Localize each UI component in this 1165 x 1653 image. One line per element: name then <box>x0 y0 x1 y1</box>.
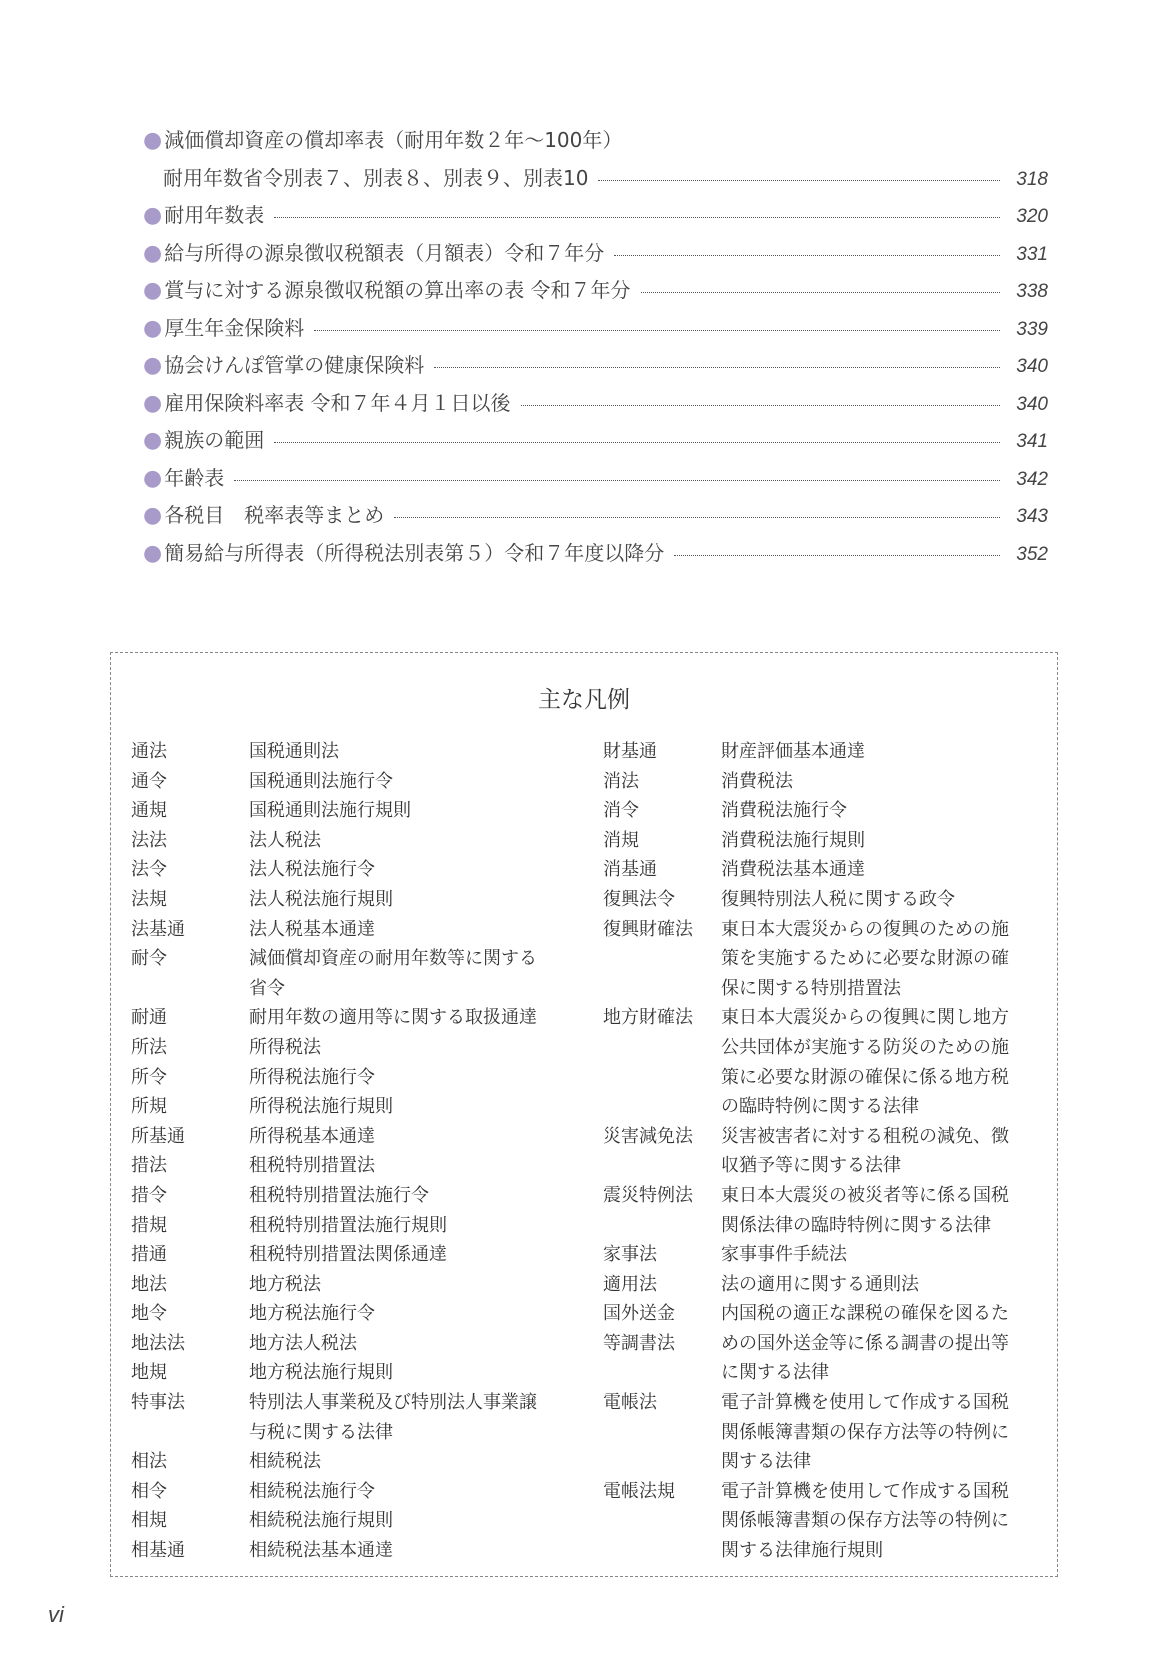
bullet-icon: ● <box>143 428 163 453</box>
toc-entry[interactable] <box>143 124 1048 162</box>
legend-abbreviation: 相規 <box>131 1510 167 1532</box>
legend-entry <box>603 1181 1043 1240</box>
bullet-icon: ● <box>143 390 163 416</box>
toc-title: 協会けんぽ管掌の健康保険料 <box>164 353 425 377</box>
legend-right-column <box>603 737 1043 1566</box>
legend-full-name: 相続税法基本通達 <box>249 1540 393 1562</box>
legend-full-name: 法人税法施行規則 <box>249 888 393 910</box>
legend-entry <box>131 1447 561 1477</box>
bullet-icon: ● <box>143 128 163 153</box>
toc-entry[interactable] <box>143 462 1048 500</box>
legend-abbreviation: 所基通 <box>131 1125 185 1147</box>
legend-full-name: 国税通則法施行規則 <box>249 800 411 822</box>
legend-entry <box>131 1299 561 1329</box>
toc-page-number: 340 <box>1016 393 1048 415</box>
legend-box <box>110 652 1058 1577</box>
legend-entry <box>131 1063 561 1093</box>
toc-entry[interactable] <box>143 199 1048 237</box>
legend-full-name: 家事事件手続法 <box>721 1244 847 1266</box>
legend-abbreviation: 法基通 <box>131 918 185 940</box>
legend-full-name: 相続税法施行規則 <box>249 1510 393 1532</box>
legend-entry <box>131 1329 561 1359</box>
legend-full-name: 地方税法施行規則 <box>249 1362 393 1384</box>
legend-full-name: 消費税法 <box>721 770 793 792</box>
legend-abbreviation: 消規 <box>603 829 639 851</box>
toc-entry[interactable] <box>143 537 1048 575</box>
dot-leader <box>274 217 1000 218</box>
legend-entry <box>603 1477 1043 1566</box>
legend-full-name: 租税特別措置法 <box>249 1155 375 1177</box>
toc-title: 簡易給与所得表（所得税法別表第５）令和７年度以降分 <box>164 540 665 565</box>
bullet-icon: ● <box>143 315 163 341</box>
legend-full-name: 耐用年数の適用等に関する取扱通達 <box>249 1007 537 1029</box>
table-of-contents <box>143 124 1048 574</box>
toc-title: 給与所得の源泉徴収税額表（月額表）令和７年分 <box>164 240 605 265</box>
legend-abbreviation: 地法 <box>131 1273 167 1295</box>
legend-entry <box>131 1033 561 1063</box>
legend-entry <box>603 1270 1043 1300</box>
legend-entry <box>603 1299 1043 1388</box>
legend-entry <box>131 1092 561 1122</box>
legend-abbreviation: 措法 <box>131 1155 167 1177</box>
legend-abbreviation: 災害減免法 <box>603 1125 693 1147</box>
legend-full-name: 地方税法 <box>249 1273 321 1295</box>
toc-page-number: 352 <box>1016 543 1048 565</box>
legend-full-name: 消費税法施行令 <box>721 800 847 822</box>
legend-abbreviation: 電帳法 <box>603 1392 657 1414</box>
toc-entry[interactable] <box>143 274 1048 312</box>
legend-entry <box>131 1270 561 1300</box>
legend-abbreviation: 法規 <box>131 888 167 910</box>
toc-entry[interactable] <box>143 312 1048 350</box>
legend-entry <box>603 1003 1043 1121</box>
legend-full-name: 法人税法 <box>249 829 321 851</box>
legend-full-name: 復興特別法人税に関する政令 <box>721 888 955 910</box>
legend-full-name: 租税特別措置法関係通達 <box>249 1244 447 1266</box>
legend-full-name: 内国税の適正な課税の確保を図るた めの国外送金等に係る調書の提出等 に関する法律 <box>721 1303 1009 1384</box>
legend-entry <box>603 855 1043 885</box>
legend-entry <box>131 737 561 767</box>
legend-full-name: 租税特別措置法施行令 <box>249 1184 429 1206</box>
toc-page-number: 341 <box>1016 431 1048 452</box>
dot-leader <box>674 555 1000 556</box>
toc-page-number: 340 <box>1016 356 1048 377</box>
bullet-icon: ● <box>143 465 163 491</box>
legend-full-name: 東日本大震災の被災者等に係る国税 関係法律の臨時特例に関する法律 <box>721 1184 1009 1236</box>
legend-abbreviation: 相令 <box>131 1480 167 1502</box>
legend-abbreviation: 消法 <box>603 770 639 792</box>
legend-entry <box>131 1388 561 1447</box>
legend-entry <box>131 1506 561 1536</box>
legend-abbreviation: 所法 <box>131 1036 167 1058</box>
legend-abbreviation: 相基通 <box>131 1540 185 1562</box>
toc-title: 年齢表 <box>164 465 225 490</box>
legend-entry <box>131 1536 561 1566</box>
legend-abbreviation: 措令 <box>131 1184 167 1206</box>
dot-leader <box>274 442 1000 443</box>
legend-full-name: 災害被害者に対する租税の減免、徴 収猶予等に関する法律 <box>721 1125 1009 1177</box>
legend-entry <box>131 885 561 915</box>
legend-full-name: 所得税法施行令 <box>249 1066 375 1088</box>
legend-entry <box>131 1122 561 1152</box>
legend-abbreviation: 地令 <box>131 1303 167 1325</box>
toc-title: 各税目 税率表等まとめ <box>164 503 385 527</box>
legend-abbreviation: 法令 <box>131 859 167 881</box>
legend-entry <box>131 1151 561 1181</box>
page-folio: vi <box>48 1602 64 1627</box>
legend-entry <box>603 796 1043 826</box>
toc-title: 耐用年数省令別表７、別表８、別表９、別表10 <box>163 165 589 190</box>
legend-abbreviation: 措通 <box>131 1244 167 1266</box>
dot-leader <box>521 405 1000 406</box>
bullet-icon: ● <box>143 503 163 528</box>
toc-page-number: 338 <box>1016 281 1048 302</box>
toc-title: 親族の範囲 <box>164 428 265 452</box>
legend-entry <box>131 796 561 826</box>
legend-full-name: 所得税法施行規則 <box>249 1096 393 1118</box>
legend-full-name: 所得税基本通達 <box>249 1125 375 1147</box>
toc-entry[interactable] <box>143 387 1048 425</box>
legend-full-name: 東日本大震災からの復興に関し地方 公共団体が実施する防災のための施 策に必要な財源の確保に係る地方税 の臨時特例に関する法律 <box>721 1007 1009 1118</box>
legend-full-name: 減価償却資産の耐用年数等に関する 省令 <box>249 948 537 999</box>
legend-entry <box>603 767 1043 797</box>
legend-full-name: 所得税法 <box>249 1036 321 1058</box>
legend-full-name: 東日本大震災からの復興のための施 策を実施するために必要な財源の確 保に関する特別措置法 <box>721 918 1009 999</box>
toc-title: 減価償却資産の償却率表（耐用年数２年〜100年） <box>164 128 623 152</box>
legend-abbreviation: 消令 <box>603 800 639 822</box>
legend-full-name: 地方法人税法 <box>249 1332 357 1354</box>
legend-full-name: 特別法人事業税及び特別法人事業譲 与税に関する法律 <box>249 1392 537 1443</box>
legend-entry <box>131 767 561 797</box>
legend-abbreviation: 地方財確法 <box>603 1007 693 1029</box>
legend-entry <box>131 1358 561 1388</box>
legend-abbreviation: 電帳法規 <box>603 1480 675 1502</box>
toc-title: 耐用年数表 <box>164 203 265 227</box>
legend-full-name: 法人税法施行令 <box>249 859 375 881</box>
legend-abbreviation: 所規 <box>131 1096 167 1118</box>
dot-leader <box>641 292 1000 293</box>
toc-entry[interactable] <box>143 424 1048 462</box>
legend-title: 主な凡例 <box>538 687 630 713</box>
legend-full-name: 租税特別措置法施行規則 <box>249 1214 447 1236</box>
legend-entry <box>603 1122 1043 1181</box>
legend-abbreviation: 耐通 <box>131 1007 167 1029</box>
legend-entry <box>131 1181 561 1211</box>
toc-title: 雇用保険料率表 令和７年４月１日以後 <box>164 390 511 415</box>
legend-full-name: 相続税法 <box>249 1451 321 1473</box>
legend-full-name: 財産評価基本通達 <box>721 741 865 762</box>
legend-full-name: 消費税法基本通達 <box>721 859 865 881</box>
legend-abbreviation: 財基通 <box>603 741 657 762</box>
legend-entry <box>131 855 561 885</box>
bullet-icon: ● <box>143 240 163 266</box>
legend-full-name: 国税通則法 <box>249 741 339 762</box>
legend-full-name: 法の適用に関する通則法 <box>721 1273 919 1295</box>
legend-abbreviation: 通規 <box>131 800 167 822</box>
toc-entry[interactable] <box>143 237 1048 275</box>
bullet-icon: ● <box>143 203 163 228</box>
bullet-icon: ● <box>143 353 163 378</box>
toc-page-number: 342 <box>1016 468 1048 490</box>
legend-left-column <box>131 737 561 1566</box>
dot-leader <box>614 255 1000 256</box>
legend-full-name: 相続税法施行令 <box>249 1480 375 1502</box>
dot-leader <box>234 480 1000 481</box>
legend-entry <box>131 1003 561 1033</box>
toc-title: 賞与に対する源泉徴収税額の算出率の表 令和７年分 <box>164 278 631 302</box>
legend-abbreviation: 消基通 <box>603 859 657 881</box>
toc-page-number: 343 <box>1016 506 1048 527</box>
toc-page-number: 318 <box>1016 168 1048 190</box>
legend-abbreviation: 相法 <box>131 1451 167 1473</box>
legend-full-name: 消費税法施行規則 <box>721 829 865 851</box>
legend-entry <box>131 1240 561 1270</box>
legend-entry <box>131 1211 561 1241</box>
legend-entry <box>603 1240 1043 1270</box>
legend-abbreviation: 復興財確法 <box>603 918 693 940</box>
legend-entry <box>603 737 1043 767</box>
toc-title: 厚生年金保険料 <box>164 315 305 340</box>
toc-page-number: 320 <box>1016 206 1048 227</box>
toc-entry[interactable] <box>143 349 1048 387</box>
legend-abbreviation: 通令 <box>131 770 167 792</box>
legend-abbreviation: 法法 <box>131 829 167 851</box>
legend-full-name: 電子計算機を使用して作成する国税 関係帳簿書類の保存方法等の特例に 関する法律 <box>721 1392 1009 1473</box>
legend-entry <box>603 1388 1043 1477</box>
bullet-icon: ● <box>143 540 163 566</box>
toc-page-number: 331 <box>1016 243 1048 265</box>
toc-page-number: 339 <box>1016 318 1048 340</box>
legend-abbreviation: 特事法 <box>131 1392 185 1414</box>
bullet-icon: ● <box>143 278 163 303</box>
legend-abbreviation: 震災特例法 <box>603 1184 693 1206</box>
legend-abbreviation: 措規 <box>131 1214 167 1236</box>
legend-entry <box>603 915 1043 1004</box>
legend-full-name: 電子計算機を使用して作成する国税 関係帳簿書類の保存方法等の特例に 関する法律施行規則 <box>721 1480 1009 1562</box>
dot-leader <box>394 517 1000 518</box>
dot-leader <box>314 330 1000 331</box>
toc-entry[interactable] <box>143 499 1048 537</box>
legend-entry <box>131 1477 561 1507</box>
legend-entry <box>603 826 1043 856</box>
legend-abbreviation: 適用法 <box>603 1273 657 1295</box>
legend-full-name: 法人税基本通達 <box>249 918 375 940</box>
legend-abbreviation: 所令 <box>131 1066 167 1088</box>
legend-abbreviation: 地法法 <box>131 1332 185 1354</box>
legend-full-name: 地方税法施行令 <box>249 1303 375 1325</box>
legend-abbreviation: 通法 <box>131 741 167 762</box>
toc-entry[interactable] <box>143 162 1048 200</box>
dot-leader <box>434 367 1000 368</box>
legend-abbreviation: 家事法 <box>603 1244 657 1266</box>
dot-leader <box>598 180 1000 181</box>
legend-entry <box>131 915 561 945</box>
legend-entry <box>603 885 1043 915</box>
legend-entry <box>131 944 561 1003</box>
legend-abbreviation: 復興法令 <box>603 888 675 910</box>
legend-abbreviation: 地規 <box>131 1362 167 1384</box>
legend-abbreviation: 耐令 <box>131 948 167 970</box>
legend-abbreviation: 国外送金 等調書法 <box>603 1303 675 1354</box>
legend-full-name: 国税通則法施行令 <box>249 770 393 792</box>
legend-entry <box>131 826 561 856</box>
